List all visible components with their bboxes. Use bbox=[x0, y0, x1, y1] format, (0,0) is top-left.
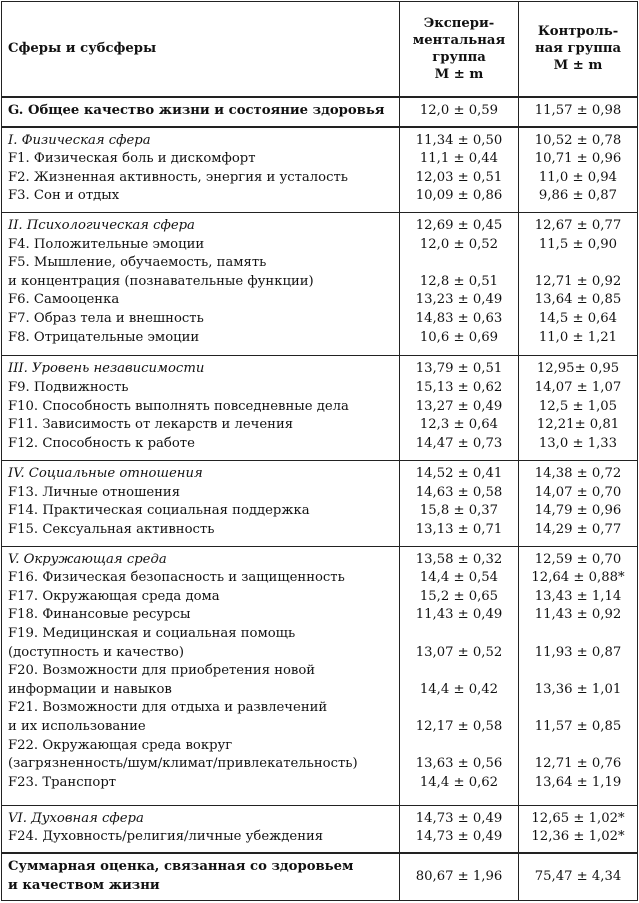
total-label-line: и качеством жизни bbox=[8, 877, 160, 893]
subsphere-label: F1. Физическая боль и дискомфорт bbox=[8, 151, 256, 167]
section-exp-values bbox=[400, 356, 519, 461]
exp-value: 15,13 ± 0,62 bbox=[415, 380, 503, 395]
header-row bbox=[2, 2, 638, 97]
header-control-group bbox=[519, 2, 638, 97]
spacer bbox=[404, 254, 514, 273]
subsphere-label: F20. Возможности для приобретения новой bbox=[8, 663, 316, 679]
section-labels bbox=[2, 356, 400, 461]
section-title: III. Уровень независимости bbox=[8, 361, 205, 377]
section-ctrl-values bbox=[519, 805, 638, 852]
subsphere-label: F11. Зависимость от лекарств и лечения bbox=[8, 417, 294, 433]
section-title: IV. Социальные отношения bbox=[8, 466, 203, 482]
ctrl-value: 11,0 ± 1,21 bbox=[538, 329, 618, 345]
section-title: II. Психологическая сфера bbox=[8, 218, 195, 234]
ctrl-value: 14,29 ± 0,77 bbox=[534, 521, 622, 537]
exp-value: 11,34 ± 0,50 bbox=[415, 132, 503, 148]
exp-value: 13,79 ± 0,51 bbox=[415, 361, 503, 377]
subsphere-label: и их использование bbox=[8, 719, 146, 735]
exp-value: 14,83 ± 0,63 bbox=[415, 310, 503, 326]
ctrl-value: 12,71 ± 0,76 bbox=[534, 756, 622, 772]
general-exp-value: 12,0 ± 0,59 bbox=[400, 97, 519, 127]
spacer bbox=[404, 625, 514, 644]
spacer bbox=[523, 699, 633, 718]
ctrl-value: 12,71 ± 0,92 bbox=[534, 273, 622, 289]
subsphere-label: F23. Транспорт bbox=[8, 774, 117, 790]
ctrl-value: 9,86 ± 0,87 bbox=[538, 188, 618, 204]
exp-value: 13,63 ± 0,56 bbox=[415, 756, 503, 772]
header-exp-line: ментальная bbox=[412, 32, 506, 48]
ctrl-value: 12,67 ± 0,77 bbox=[534, 218, 622, 234]
header-ctrl-line: ная группа bbox=[534, 41, 622, 57]
subsphere-label: F5. Мышление, обучаемость, память bbox=[8, 255, 267, 271]
exp-value: 10,09 ± 0,86 bbox=[415, 188, 503, 204]
header-ctrl-line: M ± m bbox=[553, 58, 603, 74]
subsphere-label: F9. Подвижность bbox=[8, 380, 129, 395]
exp-value: 13,27 ± 0,49 bbox=[415, 398, 503, 414]
subsphere-label: F4. Положительные эмоции bbox=[8, 236, 205, 252]
exp-value: 13,13 ± 0,71 bbox=[415, 521, 503, 537]
subsphere-label: F19. Медицинская и социальная помощь bbox=[8, 626, 296, 642]
spacer bbox=[523, 662, 633, 681]
section-labels bbox=[2, 213, 400, 356]
header-exp-line: M ± m bbox=[434, 66, 484, 82]
ctrl-value: 14,5 ± 0,64 bbox=[538, 310, 618, 326]
ctrl-value: 11,57 ± 0,85 bbox=[534, 719, 622, 735]
table-footer bbox=[2, 853, 638, 901]
general-ctrl-value: 11,57 ± 0,98 bbox=[519, 97, 638, 127]
general-label: G. Общее качество жизни и состояние здоровья bbox=[2, 97, 400, 127]
subsphere-label: F7. Образ тела и внешность bbox=[8, 310, 204, 326]
exp-value: 12,03 ± 0,51 bbox=[415, 169, 503, 185]
section-group bbox=[2, 127, 638, 213]
exp-value: 10,6 ± 0,69 bbox=[419, 329, 499, 345]
exp-value: 14,52 ± 0,41 bbox=[415, 466, 503, 482]
ctrl-value: 13,0 ± 1,33 bbox=[538, 435, 618, 451]
header-ctrl-line: Контроль- bbox=[537, 24, 619, 40]
ctrl-value: 11,5 ± 0,90 bbox=[538, 236, 618, 252]
section-labels bbox=[2, 546, 400, 805]
ctrl-value: 11,0 ± 0,94 bbox=[538, 169, 618, 185]
ctrl-value: 12,21± 0,81 bbox=[536, 417, 620, 433]
ctrl-value: 14,07 ± 1,07 bbox=[534, 380, 622, 395]
header-exp-line: группа bbox=[432, 49, 486, 65]
subsphere-label: F17. Окружающая среда дома bbox=[8, 588, 220, 604]
section-exp-values bbox=[400, 546, 519, 805]
ctrl-value: 12,5 ± 1,05 bbox=[538, 398, 618, 414]
ctrl-value: 10,52 ± 0,78 bbox=[534, 132, 622, 148]
spacer bbox=[404, 699, 514, 718]
spacer bbox=[523, 625, 633, 644]
ctrl-value: 14,38 ± 0,72 bbox=[534, 466, 622, 482]
subsphere-label: F16. Физическая безопасность и защищенность bbox=[8, 570, 345, 586]
total-row bbox=[2, 853, 638, 901]
section-ctrl-values bbox=[519, 127, 638, 213]
ctrl-value: 12,64 ± 0,88* bbox=[531, 570, 625, 586]
section-exp-values bbox=[400, 213, 519, 356]
exp-value: 13,58 ± 0,32 bbox=[415, 551, 503, 567]
ctrl-value: 11,43 ± 0,92 bbox=[534, 607, 622, 623]
section-labels bbox=[2, 461, 400, 546]
header-spheres: Сферы и субсферы bbox=[2, 2, 400, 97]
subsphere-label: информации и навыков bbox=[8, 681, 172, 697]
exp-value: 14,73 ± 0,49 bbox=[415, 810, 503, 826]
subsphere-label: и концентрация (познавательные функции) bbox=[8, 273, 314, 289]
total-exp-value: 80,67 ± 1,96 bbox=[400, 853, 519, 901]
section-ctrl-values bbox=[519, 356, 638, 461]
ctrl-value: 13,43 ± 1,14 bbox=[534, 588, 622, 604]
subsphere-label: (доступность и качество) bbox=[8, 644, 185, 660]
subsphere-label: F14. Практическая социальная поддержка bbox=[8, 503, 310, 519]
exp-value: 14,4 ± 0,42 bbox=[419, 681, 499, 697]
exp-value: 13,23 ± 0,49 bbox=[415, 292, 503, 308]
section-title: VI. Духовная сфера bbox=[8, 810, 144, 826]
exp-value: 12,0 ± 0,52 bbox=[419, 236, 499, 252]
ctrl-value: 14,79 ± 0,96 bbox=[534, 503, 622, 519]
exp-value: 14,63 ± 0,58 bbox=[415, 484, 503, 500]
ctrl-value: 12,95± 0,95 bbox=[536, 361, 620, 377]
ctrl-value: 11,93 ± 0,87 bbox=[534, 644, 622, 660]
section-ctrl-values bbox=[519, 546, 638, 805]
spacer bbox=[523, 737, 633, 756]
section-exp-values bbox=[400, 805, 519, 852]
exp-value: 13,07 ± 0,52 bbox=[415, 644, 503, 660]
total-label-line: Суммарная оценка, связанная со здоровьем bbox=[8, 859, 354, 875]
exp-value: 15,2 ± 0,65 bbox=[419, 588, 499, 604]
subsphere-label: F15. Сексуальная активность bbox=[8, 521, 215, 537]
exp-value: 12,69 ± 0,45 bbox=[415, 218, 503, 234]
total-ctrl-value: 75,47 ± 4,34 bbox=[519, 853, 638, 901]
ctrl-value: 13,36 ± 1,01 bbox=[534, 681, 622, 697]
spacer bbox=[404, 662, 514, 681]
section-ctrl-values bbox=[519, 461, 638, 546]
ctrl-value: 12,65 ± 1,02* bbox=[531, 810, 625, 826]
section-group bbox=[2, 356, 638, 461]
exp-value: 11,1 ± 0,44 bbox=[419, 151, 499, 167]
section-group bbox=[2, 213, 638, 356]
ctrl-value: 10,71 ± 0,96 bbox=[534, 151, 622, 167]
section-group bbox=[2, 461, 638, 546]
subsphere-label: F8. Отрицательные эмоции bbox=[8, 329, 200, 345]
subsphere-label: (загрязненность/шум/климат/привлекательность) bbox=[8, 756, 358, 772]
exp-value: 12,8 ± 0,51 bbox=[419, 273, 499, 289]
subsphere-label: F10. Способность выполнять повседневные дела bbox=[8, 398, 349, 414]
section-group bbox=[2, 546, 638, 805]
subsphere-label: F13. Личные отношения bbox=[8, 484, 181, 500]
ctrl-value: 12,59 ± 0,70 bbox=[534, 551, 622, 567]
subsphere-label: F12. Способность к работе bbox=[8, 435, 195, 451]
spacer bbox=[523, 254, 633, 273]
ctrl-value: 14,07 ± 0,70 bbox=[534, 484, 622, 500]
ctrl-value: 13,64 ± 0,85 bbox=[534, 292, 622, 308]
exp-value: 12,3 ± 0,64 bbox=[419, 417, 499, 433]
section-title: I. Физическая сфера bbox=[8, 132, 151, 148]
section-exp-values bbox=[400, 127, 519, 213]
spacer bbox=[404, 737, 514, 756]
subsphere-label: F21. Возможности для отдыха и развлечений bbox=[8, 700, 328, 716]
section-labels bbox=[2, 805, 400, 852]
total-label bbox=[2, 853, 400, 901]
header-exp-line: Экспери- bbox=[423, 15, 495, 31]
subsphere-label: F2. Жизненная активность, энергия и усталость bbox=[8, 169, 348, 185]
subsphere-label: F3. Сон и отдых bbox=[8, 188, 120, 204]
general-row bbox=[2, 97, 638, 127]
exp-value: 14,73 ± 0,49 bbox=[415, 829, 503, 845]
subsphere-label: F18. Финансовые ресурсы bbox=[8, 607, 191, 623]
section-group bbox=[2, 805, 638, 852]
exp-value: 15,8 ± 0,37 bbox=[419, 503, 499, 519]
header-experimental-group bbox=[400, 2, 519, 97]
exp-value: 12,17 ± 0,58 bbox=[415, 719, 503, 735]
exp-value: 14,4 ± 0,54 bbox=[419, 570, 499, 586]
subsphere-label: F24. Духовность/религия/личные убеждения bbox=[8, 829, 324, 845]
section-title: V. Окружающая среда bbox=[8, 551, 167, 567]
section-exp-values bbox=[400, 461, 519, 546]
table-body bbox=[2, 97, 638, 853]
subsphere-label: F22. Окружающая среда вокруг bbox=[8, 737, 233, 753]
results-table bbox=[1, 1, 638, 901]
subsphere-label: F6. Самооценка bbox=[8, 292, 120, 308]
section-ctrl-values bbox=[519, 213, 638, 356]
exp-value: 14,47 ± 0,73 bbox=[415, 435, 503, 451]
exp-value: 11,43 ± 0,49 bbox=[415, 607, 503, 623]
ctrl-value: 13,64 ± 1,19 bbox=[534, 774, 622, 790]
section-labels bbox=[2, 127, 400, 213]
exp-value: 14,4 ± 0,62 bbox=[419, 774, 499, 790]
ctrl-value: 12,36 ± 1,02* bbox=[531, 829, 625, 845]
